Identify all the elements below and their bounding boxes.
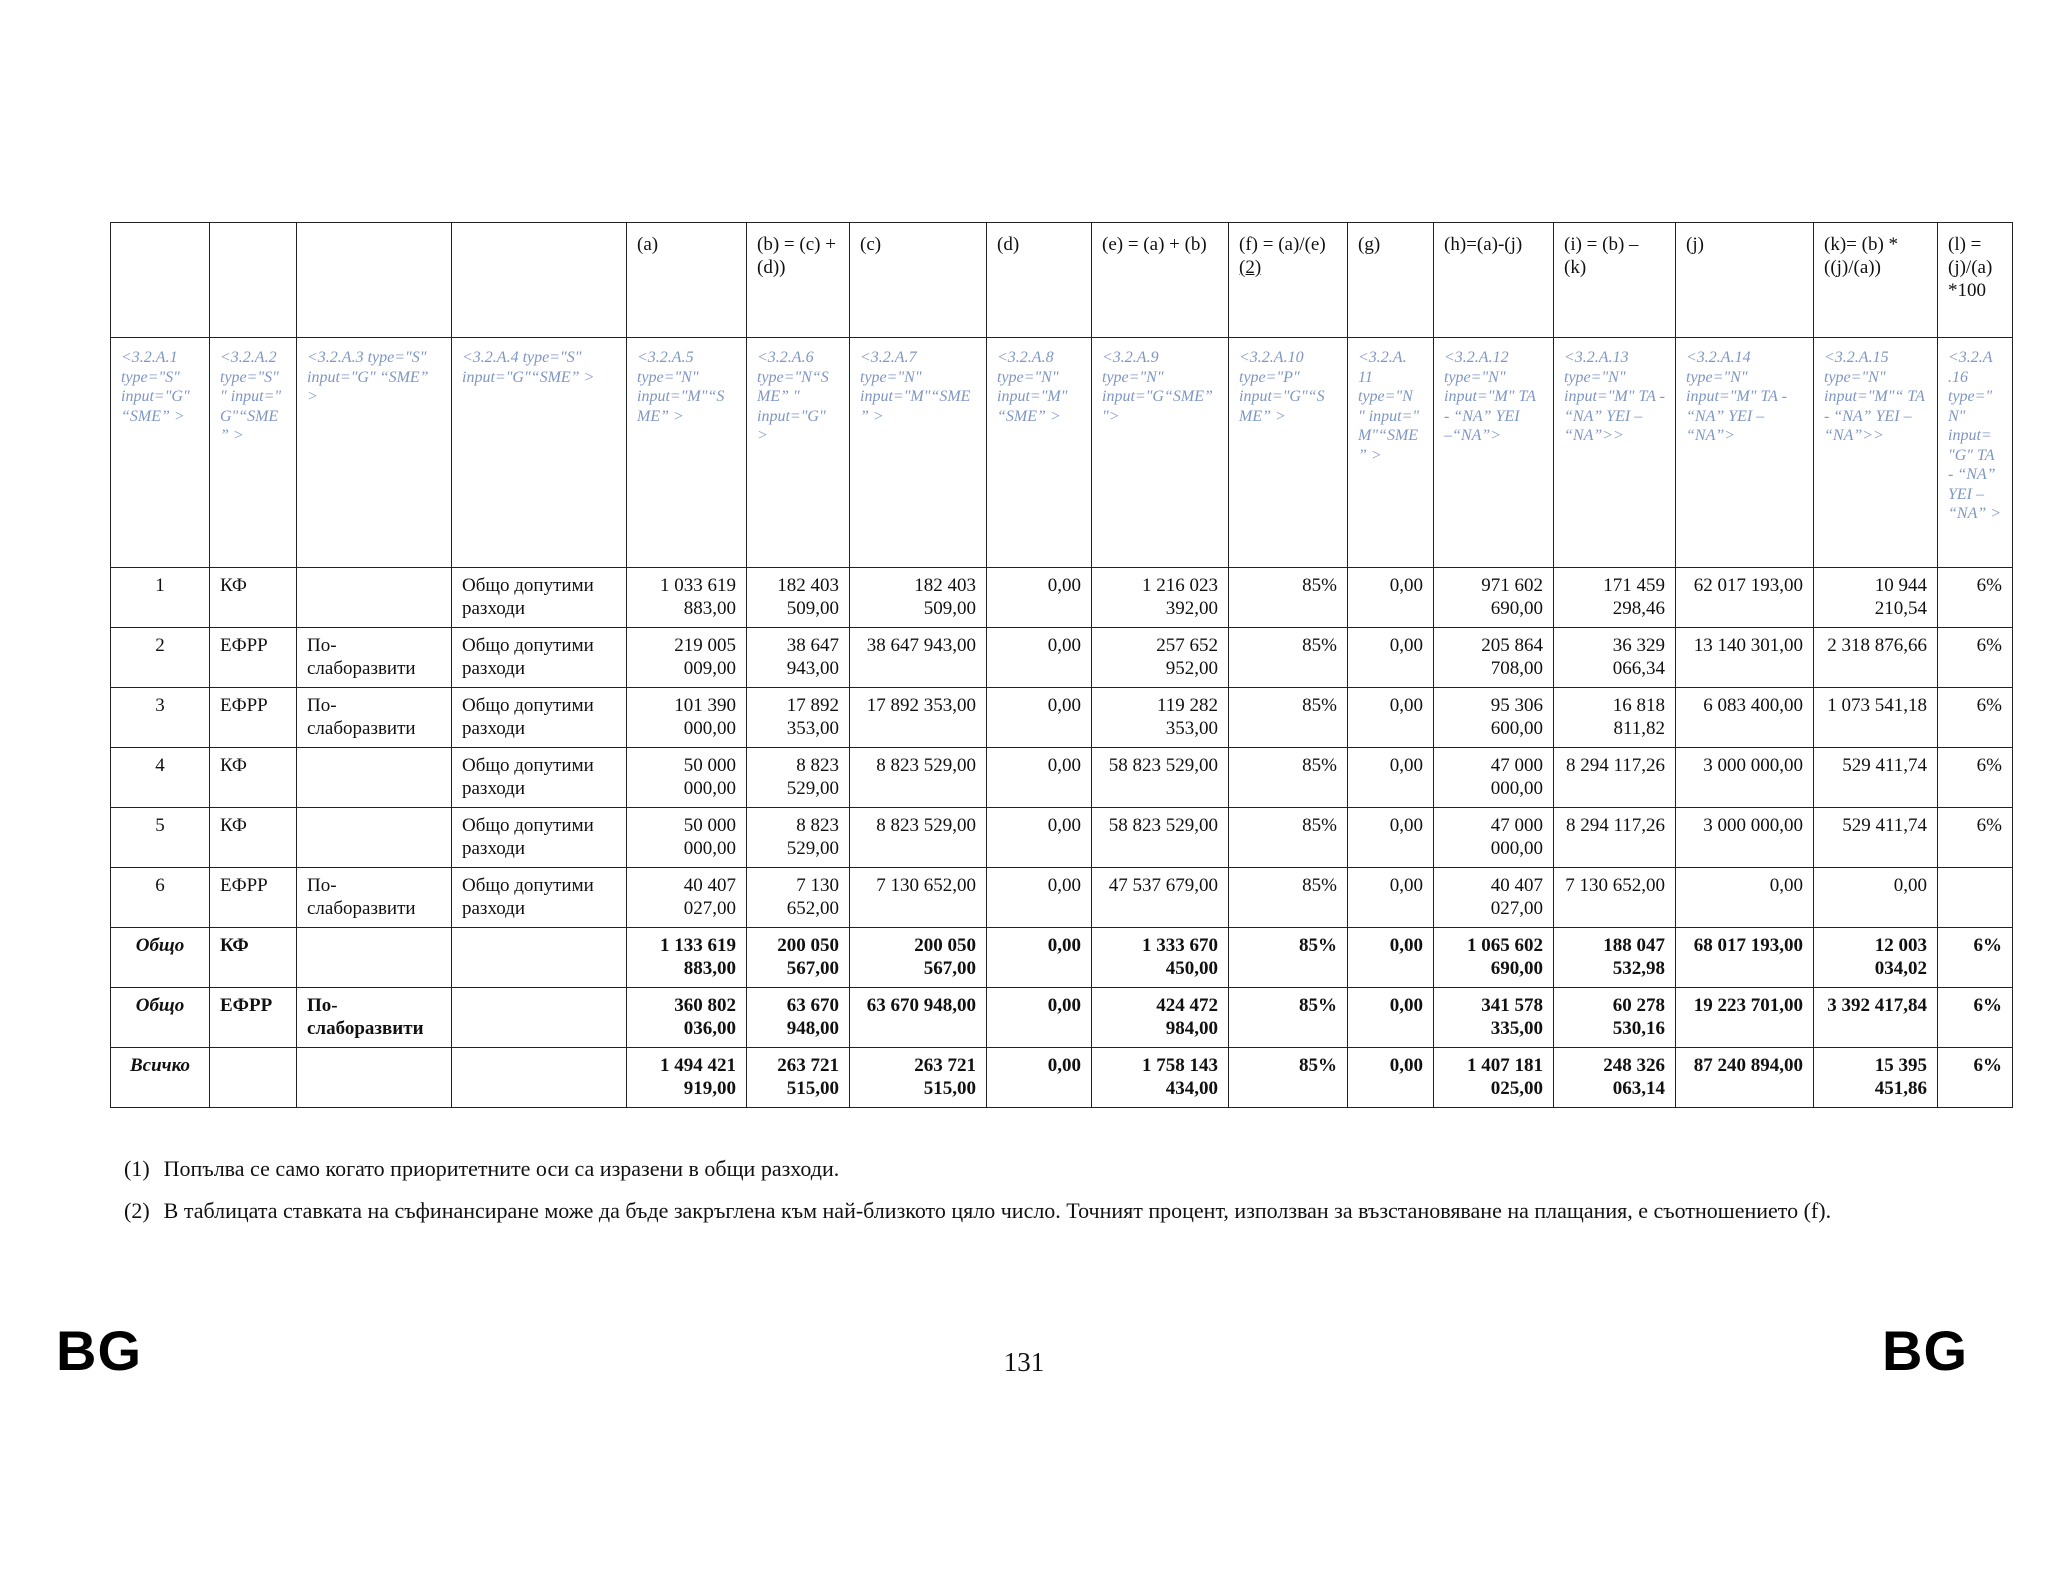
cell-no: 3 xyxy=(111,688,210,748)
cell-fund xyxy=(210,1048,297,1108)
cell-c: 7 130 652,00 xyxy=(850,868,987,928)
cell-fund: КФ xyxy=(210,568,297,628)
cell-basis xyxy=(452,1048,627,1108)
cell-basis: Общо допутими разходи xyxy=(452,688,627,748)
cell-b: 263 721 515,00 xyxy=(747,1048,850,1108)
header-label: (j) xyxy=(1686,234,1704,255)
field-code-cell: <3.2.A.10 type="P" input="G"“SME” > xyxy=(1229,338,1348,568)
language-mark-left: BG xyxy=(56,1319,142,1382)
cell-k: 12 003 034,02 xyxy=(1814,928,1938,988)
header-cell xyxy=(1348,223,1434,338)
cell-fund: ЕФРР xyxy=(210,628,297,688)
cell-f: 85% xyxy=(1229,748,1348,808)
cell-b: 17 892 353,00 xyxy=(747,688,850,748)
cell-f: 85% xyxy=(1229,568,1348,628)
cell-fund: КФ xyxy=(210,928,297,988)
cell-basis xyxy=(452,988,627,1048)
cell-g: 0,00 xyxy=(1348,568,1434,628)
cell-h: 341 578 335,00 xyxy=(1434,988,1554,1048)
cell-k: 0,00 xyxy=(1814,868,1938,928)
header-label: (d) xyxy=(997,234,1020,255)
field-code-cell: <3.2.A.8 type="N" input="M" “SME” > xyxy=(987,338,1092,568)
header-cell xyxy=(1554,223,1676,338)
cell-d: 0,00 xyxy=(987,688,1092,748)
cell-c: 38 647 943,00 xyxy=(850,628,987,688)
cell-e: 58 823 529,00 xyxy=(1092,748,1229,808)
header-label: (a) xyxy=(637,234,659,255)
cell-f: 85% xyxy=(1229,928,1348,988)
cell-e: 119 282 353,00 xyxy=(1092,688,1229,748)
header-label: (f) = (a)/(e) xyxy=(1239,234,1326,255)
field-code-cell: <3.2.A.15 type="N" input="M"“ TA - “NA” YEI – “NA”>> xyxy=(1814,338,1938,568)
field-code-cell: <3.2.A.13 type="N" input="M" TA - “NA” YEI – “NA”>> xyxy=(1554,338,1676,568)
cell-l: 6% xyxy=(1938,928,2013,988)
header-cell xyxy=(1092,223,1229,338)
cell-no: Всичко xyxy=(111,1048,210,1108)
field-code-cell: <3.2.A.5 type="N" input="M"“SME” > xyxy=(627,338,747,568)
cell-l: 6% xyxy=(1938,568,2013,628)
cell-basis: Общо допутими разходи xyxy=(452,568,627,628)
header-cell xyxy=(850,223,987,338)
header-cell xyxy=(210,223,297,338)
cell-region: По-слаборазвити xyxy=(297,628,452,688)
field-code-cell: <3.2.A.12 type="N" input="M" TA - “NA” YEI –“NA”> xyxy=(1434,338,1554,568)
cell-j: 13 140 301,00 xyxy=(1676,628,1814,688)
header-label: (l) =(j)/(a) *100 xyxy=(1948,234,1993,301)
cell-e: 1 758 143 434,00 xyxy=(1092,1048,1229,1108)
cell-region xyxy=(297,1048,452,1108)
cell-i: 7 130 652,00 xyxy=(1554,868,1676,928)
cell-f: 85% xyxy=(1229,868,1348,928)
cell-f: 85% xyxy=(1229,688,1348,748)
footnote-1: (1) Попълва се само когато приоритетните оси са изразени в общи разходи. xyxy=(124,1156,840,1181)
cell-region xyxy=(297,568,452,628)
table-row xyxy=(111,628,2013,688)
cell-d: 0,00 xyxy=(987,868,1092,928)
header-cell xyxy=(1814,223,1938,338)
field-code-cell: <3.2.A.1 type="S" input="G" “SME” > xyxy=(111,338,210,568)
cell-b: 63 670 948,00 xyxy=(747,988,850,1048)
cell-fund: ЕФРР xyxy=(210,988,297,1048)
cell-k: 15 395 451,86 xyxy=(1814,1048,1938,1108)
header-cell xyxy=(452,223,627,338)
cell-i: 171 459 298,46 xyxy=(1554,568,1676,628)
cell-a: 360 802 036,00 xyxy=(627,988,747,1048)
field-code-cell: <3.2.A.6 type="N“SME” " input="G" > xyxy=(747,338,850,568)
header-row xyxy=(111,223,2013,338)
code-row xyxy=(111,338,2013,568)
cell-j: 87 240 894,00 xyxy=(1676,1048,1814,1108)
cell-region: По-слаборазвити xyxy=(297,988,452,1048)
cell-g: 0,00 xyxy=(1348,988,1434,1048)
cell-h: 1 065 602 690,00 xyxy=(1434,928,1554,988)
cell-j: 68 017 193,00 xyxy=(1676,928,1814,988)
cell-b: 182 403 509,00 xyxy=(747,568,850,628)
language-mark-right: BG xyxy=(1882,1319,1968,1382)
footnotes xyxy=(124,1155,1924,1239)
cell-i: 248 326 063,14 xyxy=(1554,1048,1676,1108)
cell-basis: Общо допутими разходи xyxy=(452,868,627,928)
cell-i: 8 294 117,26 xyxy=(1554,748,1676,808)
cell-h: 95 306 600,00 xyxy=(1434,688,1554,748)
cell-d: 0,00 xyxy=(987,988,1092,1048)
cell-j: 3 000 000,00 xyxy=(1676,748,1814,808)
cell-l: 6% xyxy=(1938,808,2013,868)
cell-a: 50 000 000,00 xyxy=(627,748,747,808)
cell-f: 85% xyxy=(1229,628,1348,688)
cell-basis: Общо допутими разходи xyxy=(452,808,627,868)
cell-b: 200 050 567,00 xyxy=(747,928,850,988)
table-row xyxy=(111,868,2013,928)
cell-a: 40 407 027,00 xyxy=(627,868,747,928)
header-cell xyxy=(1938,223,2013,338)
cell-k: 1 073 541,18 xyxy=(1814,688,1938,748)
cell-i: 60 278 530,16 xyxy=(1554,988,1676,1048)
cell-e: 1 333 670 450,00 xyxy=(1092,928,1229,988)
cell-c: 63 670 948,00 xyxy=(850,988,987,1048)
cell-no: 2 xyxy=(111,628,210,688)
cell-c: 8 823 529,00 xyxy=(850,748,987,808)
cell-e: 47 537 679,00 xyxy=(1092,868,1229,928)
cell-d: 0,00 xyxy=(987,628,1092,688)
cell-d: 0,00 xyxy=(987,808,1092,868)
cell-j: 0,00 xyxy=(1676,868,1814,928)
cell-g: 0,00 xyxy=(1348,1048,1434,1108)
cell-k: 3 392 417,84 xyxy=(1814,988,1938,1048)
cell-no: 1 xyxy=(111,568,210,628)
cell-h: 205 864 708,00 xyxy=(1434,628,1554,688)
cell-d: 0,00 xyxy=(987,748,1092,808)
cell-l: 6% xyxy=(1938,988,2013,1048)
cell-h: 40 407 027,00 xyxy=(1434,868,1554,928)
cell-fund: КФ xyxy=(210,748,297,808)
header-cell xyxy=(987,223,1092,338)
cell-fund: ЕФРР xyxy=(210,868,297,928)
header-cell xyxy=(297,223,452,338)
cell-a: 1 494 421 919,00 xyxy=(627,1048,747,1108)
cell-c: 263 721 515,00 xyxy=(850,1048,987,1108)
cell-i: 188 047 532,98 xyxy=(1554,928,1676,988)
cell-d: 0,00 xyxy=(987,568,1092,628)
header-label: (b) = (c) + (d)) xyxy=(757,234,836,278)
cell-g: 0,00 xyxy=(1348,748,1434,808)
cell-region xyxy=(297,808,452,868)
cell-basis xyxy=(452,928,627,988)
total-row xyxy=(111,928,2013,988)
cell-b: 38 647 943,00 xyxy=(747,628,850,688)
cell-l: 6% xyxy=(1938,748,2013,808)
cell-a: 101 390 000,00 xyxy=(627,688,747,748)
cell-basis: Общо допутими разходи xyxy=(452,748,627,808)
total-row xyxy=(111,988,2013,1048)
cell-i: 36 329 066,34 xyxy=(1554,628,1676,688)
header-label: (e) = (a) + (b) xyxy=(1102,234,1207,255)
cell-k: 10 944 210,54 xyxy=(1814,568,1938,628)
total-row xyxy=(111,1048,2013,1108)
header-label: (h)=(a)-(j) xyxy=(1444,234,1523,255)
footnote-ref: (2) xyxy=(1239,257,1262,278)
cell-h: 1 407 181 025,00 xyxy=(1434,1048,1554,1108)
header-label: (c) xyxy=(860,234,882,255)
cell-e: 1 216 023 392,00 xyxy=(1092,568,1229,628)
cell-g: 0,00 xyxy=(1348,628,1434,688)
cell-no: 6 xyxy=(111,868,210,928)
cell-f: 85% xyxy=(1229,1048,1348,1108)
cell-a: 50 000 000,00 xyxy=(627,808,747,868)
cell-l: 6% xyxy=(1938,1048,2013,1108)
cell-fund: ЕФРР xyxy=(210,688,297,748)
field-code-cell: <3.2.A.14 type="N" input="M" TA - “NA” YEI – “NA”> xyxy=(1676,338,1814,568)
field-code-cell: <3.2.A .16 type=" N" input= "G" TA - “NA” YEI – “NA” > xyxy=(1938,338,2013,568)
header-cell xyxy=(1434,223,1554,338)
cell-k: 529 411,74 xyxy=(1814,808,1938,868)
field-code-cell: <3.2.A.9 type="N" input="G“SME” "> xyxy=(1092,338,1229,568)
table-row xyxy=(111,568,2013,628)
cell-j: 62 017 193,00 xyxy=(1676,568,1814,628)
cell-g: 0,00 xyxy=(1348,928,1434,988)
cell-f: 85% xyxy=(1229,988,1348,1048)
cell-l xyxy=(1938,868,2013,928)
cell-h: 47 000 000,00 xyxy=(1434,748,1554,808)
cell-region: По-слаборазвити xyxy=(297,868,452,928)
cell-g: 0,00 xyxy=(1348,808,1434,868)
cell-e: 257 652 952,00 xyxy=(1092,628,1229,688)
cofinancing-table xyxy=(110,222,2013,1108)
header-cell xyxy=(1229,223,1348,338)
cell-no: Общо xyxy=(111,988,210,1048)
table-row xyxy=(111,808,2013,868)
cell-region: По-слаборазвити xyxy=(297,688,452,748)
header-cell xyxy=(1676,223,1814,338)
cell-l: 6% xyxy=(1938,688,2013,748)
cell-fund: КФ xyxy=(210,808,297,868)
cell-c: 200 050 567,00 xyxy=(850,928,987,988)
cell-b: 8 823 529,00 xyxy=(747,808,850,868)
cell-k: 529 411,74 xyxy=(1814,748,1938,808)
cell-d: 0,00 xyxy=(987,1048,1092,1108)
field-code-cell: <3.2.A. 11 type="N " input=" M"“SME” > xyxy=(1348,338,1434,568)
cell-k: 2 318 876,66 xyxy=(1814,628,1938,688)
cell-f: 85% xyxy=(1229,808,1348,868)
field-code-cell: <3.2.A.2 type="S" " input=" G"“SME” > xyxy=(210,338,297,568)
page-number: 131 xyxy=(1003,1347,1045,1377)
cell-g: 0,00 xyxy=(1348,688,1434,748)
header-label: (i) = (b) – (k) xyxy=(1564,234,1639,278)
header-cell xyxy=(627,223,747,338)
cell-region xyxy=(297,928,452,988)
field-code-cell: <3.2.A.3 type="S" input="G" “SME” > xyxy=(297,338,452,568)
header-cell xyxy=(747,223,850,338)
cell-i: 16 818 811,82 xyxy=(1554,688,1676,748)
cell-c: 17 892 353,00 xyxy=(850,688,987,748)
cell-region xyxy=(297,748,452,808)
cell-no: 4 xyxy=(111,748,210,808)
cell-h: 971 602 690,00 xyxy=(1434,568,1554,628)
table-row xyxy=(111,748,2013,808)
cell-c: 8 823 529,00 xyxy=(850,808,987,868)
header-cell xyxy=(111,223,210,338)
cell-no: 5 xyxy=(111,808,210,868)
cell-j: 6 083 400,00 xyxy=(1676,688,1814,748)
cell-j: 19 223 701,00 xyxy=(1676,988,1814,1048)
footnote-2: (2) В таблицата ставката на съфинансиране може да бъде закръглена към най-близкото цяло число. Точният процент, използван за възстановяване на плащания, е съотношението (f). xyxy=(124,1198,1832,1223)
cell-b: 8 823 529,00 xyxy=(747,748,850,808)
cell-h: 47 000 000,00 xyxy=(1434,808,1554,868)
cell-g: 0,00 xyxy=(1348,868,1434,928)
cell-i: 8 294 117,26 xyxy=(1554,808,1676,868)
cell-b: 7 130 652,00 xyxy=(747,868,850,928)
table-row xyxy=(111,688,2013,748)
header-label: (k)= (b) * ((j)/(a)) xyxy=(1824,234,1899,278)
cell-d: 0,00 xyxy=(987,928,1092,988)
cell-basis: Общо допутими разходи xyxy=(452,628,627,688)
cell-c: 182 403 509,00 xyxy=(850,568,987,628)
field-code-cell: <3.2.A.7 type="N" input="M"“SME” > xyxy=(850,338,987,568)
cell-a: 1 033 619 883,00 xyxy=(627,568,747,628)
cell-a: 1 133 619 883,00 xyxy=(627,928,747,988)
cell-l: 6% xyxy=(1938,628,2013,688)
cell-j: 3 000 000,00 xyxy=(1676,808,1814,868)
field-code-cell: <3.2.A.4 type="S" input="G"“SME” > xyxy=(452,338,627,568)
cell-e: 58 823 529,00 xyxy=(1092,808,1229,868)
cell-a: 219 005 009,00 xyxy=(627,628,747,688)
cell-no: Общо xyxy=(111,928,210,988)
header-label: (g) xyxy=(1358,234,1381,255)
cell-e: 424 472 984,00 xyxy=(1092,988,1229,1048)
